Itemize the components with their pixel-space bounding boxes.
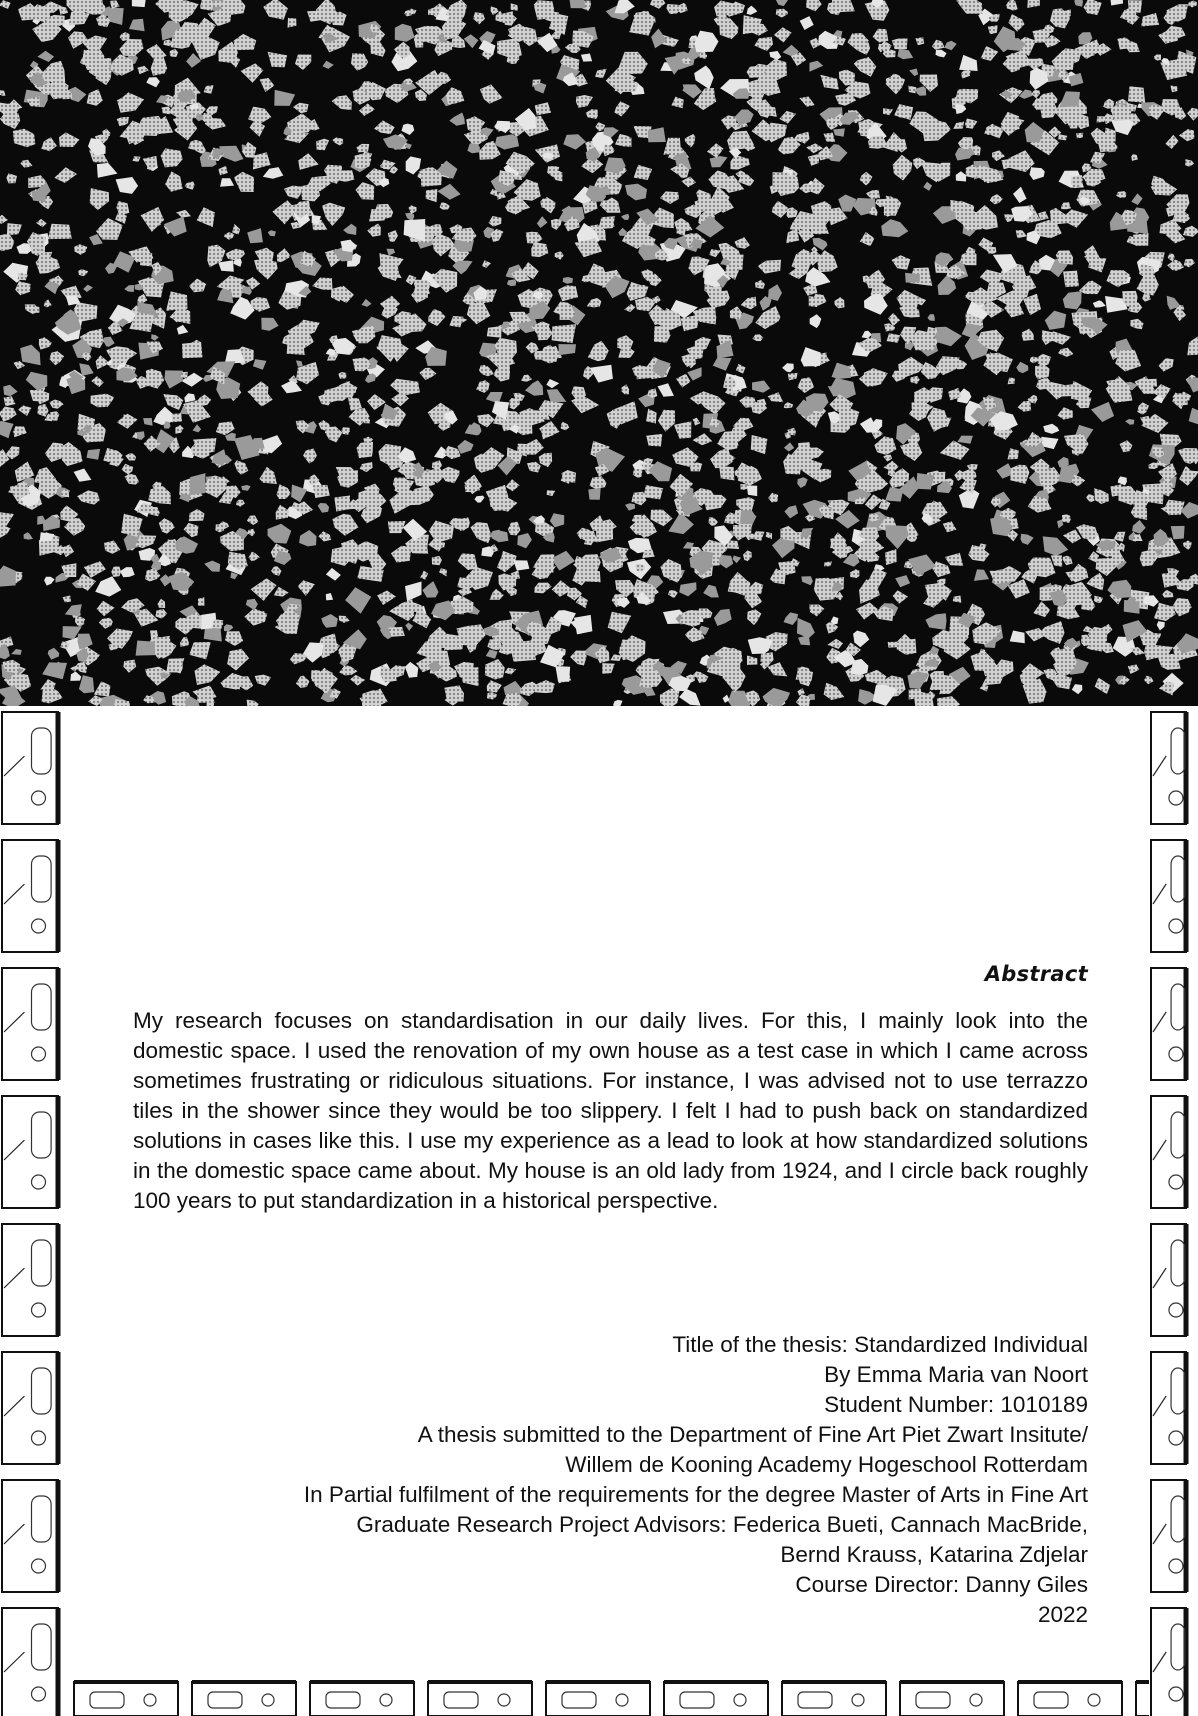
floorplan-border-bottom <box>70 1678 1149 1716</box>
thesis-title-line: Title of the thesis: Standardized Individual <box>672 1332 1088 1357</box>
terrazzo-chip <box>534 0 555 20</box>
floorplan-door <box>1153 1396 1166 1416</box>
floorplan-room <box>2 1224 58 1336</box>
floorplan-bathtub <box>32 856 52 902</box>
floorplan-bathtub <box>1171 1112 1185 1158</box>
advisors-line-1: Graduate Research Project Advisors: Federica Bueti, Cannach MacBride, <box>356 1512 1088 1537</box>
thesis-credits <box>140 1330 1088 1630</box>
floorplan-bathtub <box>32 1496 52 1542</box>
floorplan-door <box>1153 884 1166 904</box>
terrazzo-chip <box>616 81 624 89</box>
floorplan-bathtub <box>1171 984 1185 1030</box>
floorplan-room <box>2 1480 58 1592</box>
floorplan-bathtub <box>32 728 52 774</box>
floorplan-bathtub <box>680 1692 714 1708</box>
submitted-line-1: A thesis submitted to the Department of Fine Art Piet Zwart Insitute/ <box>417 1422 1088 1447</box>
floorplan-toilet <box>32 1047 46 1061</box>
terrazzo-chip <box>719 466 734 481</box>
terrazzo-chip <box>888 642 897 648</box>
floorplan-bathtub <box>326 1692 360 1708</box>
floorplan-border-right <box>1149 706 1198 1716</box>
floorplan-toilet <box>1169 1303 1183 1317</box>
floorplan-toilet <box>498 1694 510 1706</box>
terrazzo-chip <box>1076 133 1083 139</box>
terrazzo-chip <box>588 488 600 500</box>
submitted-line-2: Willem de Kooning Academy Hogeschool Rotterdam <box>565 1452 1088 1477</box>
floorplan-bathtub <box>798 1692 832 1708</box>
floorplan-room <box>2 712 58 824</box>
author-line: By Emma Maria van Noort <box>824 1362 1088 1387</box>
floorplan-room <box>2 1352 58 1464</box>
floorplan-bathtub <box>32 1240 52 1286</box>
floorplan-toilet <box>32 1303 46 1317</box>
floorplan-border-left <box>0 706 70 1716</box>
floorplan-door <box>4 884 25 904</box>
floorplan-bathtub <box>916 1692 950 1708</box>
floorplan-toilet <box>1169 1047 1183 1061</box>
floorplan-toilet <box>32 1431 46 1445</box>
floorplan-door <box>4 1012 25 1032</box>
terrazzo-chip <box>747 485 758 496</box>
floorplan-bathtub <box>1171 1240 1185 1286</box>
terrazzo-chip <box>1097 116 1105 122</box>
floorplan-toilet <box>734 1694 746 1706</box>
floorplan-toilet <box>144 1694 156 1706</box>
terrazzo-chip <box>772 172 791 187</box>
floorplan-door <box>4 1140 25 1160</box>
floorplan-toilet <box>616 1694 628 1706</box>
floorplan-door <box>4 1268 25 1288</box>
terrazzo-chip <box>334 496 350 512</box>
student-number-line: Student Number: 1010189 <box>824 1392 1088 1417</box>
floorplan-toilet <box>1169 1559 1183 1573</box>
floorplan-room <box>1136 1682 1149 1716</box>
floorplan-room <box>2 840 58 952</box>
floorplan-toilet <box>32 1175 46 1189</box>
advisors-line-2: Bernd Krauss, Katarina Zdjelar <box>780 1542 1088 1567</box>
floorplan-door <box>4 1396 25 1416</box>
floorplan-bathtub <box>1171 1496 1185 1542</box>
floorplan-bathtub <box>1171 1624 1185 1670</box>
floorplan-bathtub <box>208 1692 242 1708</box>
floorplan-toilet <box>1169 1687 1183 1701</box>
terrazzo-chip <box>136 641 156 656</box>
course-director-line: Course Director: Danny Giles <box>795 1572 1088 1597</box>
terrazzo-chip <box>172 413 183 422</box>
floorplan-bathtub <box>444 1692 478 1708</box>
floorplan-bathtub <box>32 984 52 1030</box>
floorplan-bathtub <box>90 1692 124 1708</box>
floorplan-toilet <box>1169 919 1183 933</box>
terrazzo-chip <box>48 224 72 239</box>
floorplan-toilet <box>262 1694 274 1706</box>
floorplan-toilet <box>852 1694 864 1706</box>
terrazzo-chip <box>132 0 147 7</box>
floorplan-door <box>4 1524 25 1544</box>
terrazzo-chip <box>1133 233 1149 246</box>
fulfilment-line: In Partial fulfilment of the requirements for the degree Master of Arts in Fine Art <box>303 1482 1088 1507</box>
floorplan-toilet <box>32 1559 46 1573</box>
terrazzo-chip <box>534 351 547 360</box>
floorplan-door <box>4 756 25 776</box>
floorplan-door <box>1153 1268 1166 1288</box>
floorplan-door <box>1153 1140 1166 1160</box>
terrazzo-chip <box>569 0 585 8</box>
floorplan-toilet <box>1169 791 1183 805</box>
floorplan-toilet <box>380 1694 392 1706</box>
year-line: 2022 <box>1037 1602 1088 1627</box>
floorplan-toilet <box>1169 1175 1183 1189</box>
floorplan-toilet <box>32 919 46 933</box>
terrazzo-photo <box>0 0 1198 706</box>
floorplan-bathtub <box>32 1112 52 1158</box>
terrazzo-chip <box>1128 0 1142 13</box>
terrazzo-chip <box>200 0 214 11</box>
floorplan-door <box>1153 1524 1166 1544</box>
floorplan-bathtub <box>1034 1692 1068 1708</box>
terrazzo-chip <box>905 273 920 283</box>
floorplan-toilet <box>1169 1431 1183 1445</box>
floorplan-toilet <box>1088 1694 1100 1706</box>
floorplan-bathtub <box>1171 1368 1185 1414</box>
floorplan-room <box>2 1608 58 1716</box>
terrazzo-chip <box>509 640 536 661</box>
terrazzo-chip <box>892 38 908 49</box>
floorplan-toilet <box>970 1694 982 1706</box>
floorplan-room <box>2 968 58 1080</box>
floorplan-bathtub <box>562 1692 596 1708</box>
floorplan-room <box>2 1096 58 1208</box>
floorplan-bathtub <box>32 1624 52 1670</box>
floorplan-door <box>1153 1012 1166 1032</box>
floorplan-toilet <box>32 791 46 805</box>
floorplan-door <box>1153 756 1166 776</box>
floorplan-bathtub <box>1171 728 1185 774</box>
terrazzo-chip <box>1063 271 1079 288</box>
floorplan-door <box>4 1652 25 1672</box>
terrazzo-chip <box>646 434 662 447</box>
terrazzo-pattern <box>0 0 1198 706</box>
terrazzo-chip <box>1128 86 1145 103</box>
floorplan-toilet <box>32 1687 46 1701</box>
floorplan-bathtub <box>1171 856 1185 902</box>
floorplan-bathtub <box>32 1368 52 1414</box>
abstract-heading: Abstract <box>984 962 1088 986</box>
abstract-body: My research focuses on standardisation in our daily lives. For this, I mainly look into the domestic space. I used the renovation of my own house as a test case in which I came across sometimes frustrating or ridiculous situations. For instance, I was advised not to use terrazzo tiles in the shower since they would be too slippery. I felt I had to push back on standardized solutions in cases like this. I use my experience as a lead to look at how standardized solutions in the domestic space came about. My house is an old lady from 1924, and I circle back roughly 100 years to put standardization in a historical perspective. <box>133 1008 1088 1213</box>
terrazzo-chip <box>552 324 577 343</box>
floorplan-door <box>1153 1652 1166 1672</box>
